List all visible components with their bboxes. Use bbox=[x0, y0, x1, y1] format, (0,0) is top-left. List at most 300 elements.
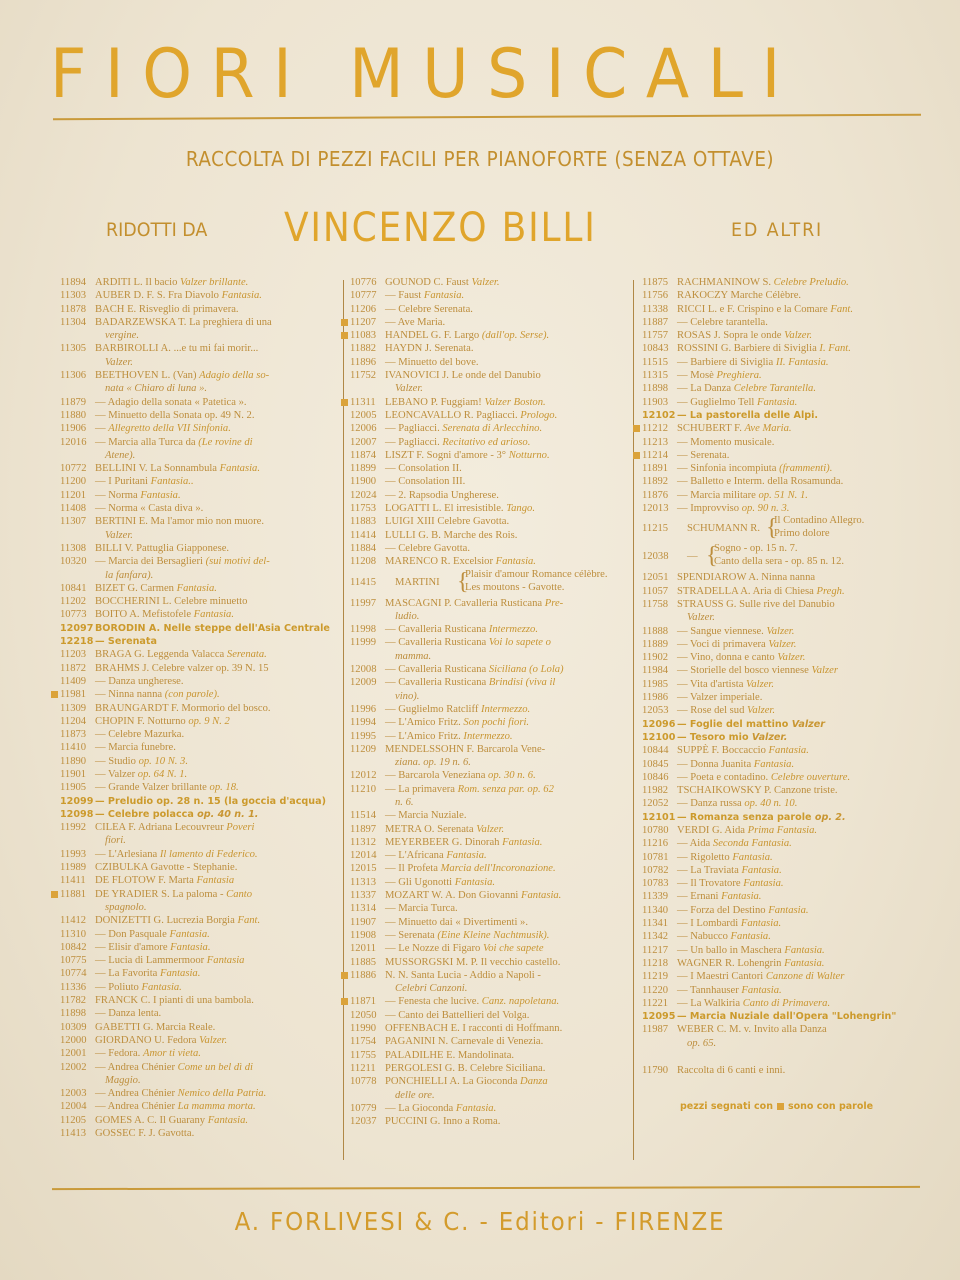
piece-title: — Preludio op. 28 n. 15 (la goccia d'acqua) bbox=[95, 795, 326, 807]
piece-title: — Ave Maria. bbox=[385, 316, 446, 328]
catalog-number: 11883 bbox=[350, 516, 377, 528]
piece-title: BORODIN A. Nelle steppe dell'Asia Centrale bbox=[95, 622, 330, 634]
catalog-number: 11411 bbox=[60, 875, 86, 887]
catalog-number: 11982 bbox=[642, 785, 669, 797]
catalog-entry bbox=[350, 1115, 635, 1128]
piece-title: CZIBULKA Gavotte - Stephanie. bbox=[95, 862, 238, 874]
piece-form: Fantasia. bbox=[784, 944, 825, 956]
catalog-entry bbox=[60, 648, 345, 661]
piece-form: Fantasia. bbox=[521, 890, 562, 902]
subtitle: RACCOLTA DI PEZZI FACILI PER PIANOFORTE (SENZA OTTAVE) bbox=[185, 147, 775, 171]
piece-form: Fantasia bbox=[196, 875, 235, 887]
catalog-entry bbox=[642, 422, 932, 435]
catalog-number: 11339 bbox=[642, 891, 669, 903]
piece-title: — La Favorita bbox=[95, 968, 161, 980]
catalog-entry bbox=[350, 276, 635, 289]
piece-form: Celebre Preludio. bbox=[773, 277, 849, 288]
catalog-entry bbox=[60, 981, 345, 994]
composer-name: SCHUMANN R. bbox=[687, 523, 760, 535]
piece-title: — Cavalleria Rusticana bbox=[385, 624, 489, 636]
piece-title: — Don Pasquale bbox=[95, 928, 170, 940]
piece-title: — Faust bbox=[385, 290, 424, 302]
piece-title: — La Traviata bbox=[677, 864, 742, 876]
lyrics-marker-icon bbox=[777, 1103, 784, 1110]
catalog-number: 11201 bbox=[60, 489, 87, 501]
catalog-entry bbox=[350, 716, 635, 729]
catalog-number: 11753 bbox=[350, 503, 377, 515]
catalog-entry bbox=[60, 316, 345, 343]
catalog-number: 11409 bbox=[60, 675, 87, 687]
piece-title: BRAHMS J. Celebre valzer op. 39 N. 15 bbox=[95, 662, 269, 674]
piece-form: Pre- bbox=[544, 597, 564, 609]
catalog-number: 11903 bbox=[642, 396, 669, 408]
catalog-entry bbox=[60, 675, 345, 688]
piece-form: Adagio della so- bbox=[199, 370, 270, 382]
piece-form: (Le rovine di bbox=[198, 436, 253, 448]
piece-title: — Valzer bbox=[95, 768, 138, 780]
catalog-entry bbox=[642, 625, 932, 638]
catalog-entry bbox=[350, 1075, 635, 1102]
catalog-number: 11908 bbox=[350, 929, 377, 941]
catalog-number: 11415 bbox=[350, 576, 377, 588]
catalog-entry bbox=[642, 1010, 932, 1023]
catalog-entry bbox=[642, 744, 932, 757]
catalog-number: 11202 bbox=[60, 596, 87, 608]
catalog-entry bbox=[60, 1021, 345, 1034]
catalog-entry bbox=[60, 928, 345, 941]
catalog-entry bbox=[350, 515, 635, 528]
catalog-number: 11876 bbox=[642, 489, 669, 501]
piece-title: Sogno - op. 15 n. 7. bbox=[714, 543, 798, 555]
catalog-number: 11303 bbox=[60, 290, 87, 302]
piece-form: Allegretto della VII Sinfonia. bbox=[108, 423, 231, 435]
catalog-entry bbox=[350, 369, 635, 396]
catalog-entry bbox=[350, 663, 635, 676]
catalog-entry bbox=[642, 890, 932, 903]
catalog-number: 12052 bbox=[642, 798, 669, 810]
piece-form: Fantasia. bbox=[141, 981, 182, 993]
catalog-number: 11891 bbox=[642, 463, 669, 475]
piece-title: — Marcia dei Bersaglieri bbox=[95, 556, 206, 568]
piece-form: Intermezzo. bbox=[463, 730, 513, 742]
piece-form: (frammenti). bbox=[779, 463, 833, 475]
catalog-number: 12024 bbox=[350, 489, 377, 501]
catalog-number: 11997 bbox=[350, 597, 377, 609]
piece-title: AUBER D. F. S. Fra Diavolo bbox=[95, 290, 222, 302]
catalog-number: 10844 bbox=[642, 745, 669, 757]
piece-title: OFFENBACH E. I racconti di Hoffmann. bbox=[385, 1023, 563, 1035]
catalog-entry bbox=[350, 969, 635, 996]
piece-form: Valzer bbox=[811, 665, 838, 677]
piece-title: Les moutons - Gavotte. bbox=[465, 581, 565, 593]
piece-title: VERDI G. Aida bbox=[677, 824, 748, 836]
piece-form: Tango. bbox=[506, 503, 535, 515]
piece-title: — Celebre Mazurka. bbox=[95, 729, 185, 741]
piece-title: — Serenata bbox=[385, 929, 438, 941]
piece-title: — Pagliacci. bbox=[385, 436, 443, 448]
catalog-number: 11998 bbox=[350, 624, 377, 636]
catalog-entry bbox=[642, 864, 932, 877]
catalog-entry bbox=[642, 718, 932, 731]
catalog-number: 12102 bbox=[642, 409, 676, 421]
catalog-number: 12050 bbox=[350, 1009, 377, 1021]
piece-title: ROSSINI G. Barbiere di Siviglia bbox=[677, 343, 820, 355]
catalog-entry bbox=[60, 702, 345, 715]
piece-title: — Cavalleria Rusticana bbox=[385, 637, 489, 649]
lyrics-marker-icon bbox=[341, 998, 348, 1005]
lyrics-marker-icon bbox=[341, 319, 348, 326]
catalog-number: 11309 bbox=[60, 702, 87, 714]
piece-title: RICCI L. e F. Crispino e la Comare bbox=[677, 303, 831, 315]
catalog-entry bbox=[60, 369, 345, 396]
piece-title: STRADELLA A. Aria di Chiesa bbox=[677, 585, 817, 597]
catalog-entry bbox=[642, 904, 932, 917]
catalog-entry bbox=[642, 585, 932, 598]
catalog-number: 10781 bbox=[642, 851, 669, 863]
piece-title: — I Puritani bbox=[95, 476, 151, 488]
piece-title: MOZART W. A. Don Giovanni bbox=[385, 890, 522, 902]
piece-form: Fantasia bbox=[206, 955, 245, 967]
catalog-entry bbox=[60, 462, 345, 475]
piece-title: ROSAS J. Sopra le onde bbox=[677, 330, 785, 342]
piece-form: Fantasia.. bbox=[150, 476, 194, 488]
piece-title: — Un ballo in Maschera bbox=[677, 944, 785, 956]
piece-form: op. 2. bbox=[814, 811, 846, 823]
catalog-entry bbox=[642, 462, 932, 475]
catalog-entry bbox=[642, 342, 932, 355]
catalog-entry bbox=[60, 582, 345, 595]
piece-title: LEBANO P. Fuggiam! bbox=[385, 396, 485, 408]
piece-title: — Andrea Chénier bbox=[95, 1061, 178, 1073]
catalog-entry bbox=[60, 954, 345, 967]
catalog-entry bbox=[642, 758, 932, 771]
piece-title: GOMES A. C. Il Guarany bbox=[95, 1114, 208, 1126]
catalog-number: 11207 bbox=[350, 316, 377, 328]
catalog-number: 10841 bbox=[60, 582, 87, 594]
piece-form: Fantasia. bbox=[207, 1114, 249, 1126]
piece-form: Canto di Primavera. bbox=[742, 997, 831, 1009]
piece-form: Son pochi fiori. bbox=[463, 717, 530, 729]
piece-form: (sui motivi del- bbox=[205, 556, 270, 568]
piece-form: Preghiera. bbox=[716, 370, 762, 382]
piece-form: Celebre ouverture. bbox=[770, 771, 851, 783]
catalog-entry bbox=[60, 475, 345, 488]
catalog-entry bbox=[642, 930, 932, 943]
catalog-entry bbox=[350, 836, 635, 849]
piece-title: BARBIROLLI A. ...e tu mi fai morir... bbox=[95, 343, 259, 355]
piece-form: Valzer Boston. bbox=[484, 396, 546, 408]
catalog-number: 11995 bbox=[350, 730, 377, 742]
catalog-number: 10772 bbox=[60, 463, 87, 475]
catalog-number: 12098 bbox=[60, 808, 94, 820]
piece-title: HANDEL G. F. Largo bbox=[385, 330, 482, 342]
piece-title: LUIGI XIII Celebre Gavotta. bbox=[385, 516, 510, 528]
piece-title: — Serenata bbox=[95, 636, 157, 648]
catalog bbox=[0, 276, 960, 1176]
catalog-entry bbox=[60, 874, 345, 887]
page-title: FIORI MUSICALI bbox=[50, 35, 799, 114]
piece-form: op. 40 n. 10. bbox=[744, 798, 798, 810]
catalog-entry bbox=[60, 396, 345, 409]
catalog-entry bbox=[350, 1102, 635, 1115]
piece-title: — Poeta e contadino. bbox=[677, 771, 771, 783]
piece-title: SUPPÈ F. Boccaccio bbox=[677, 745, 769, 757]
catalog-number: 12000 bbox=[60, 1034, 87, 1046]
catalog-number: 12053 bbox=[642, 705, 669, 717]
piece-title: STRAUSS G. Sulle rive del Danubio bbox=[677, 598, 835, 610]
arranger-prefix: RIDOTTI DA bbox=[106, 219, 208, 241]
catalog-number: 11879 bbox=[60, 396, 87, 408]
catalog-entry bbox=[60, 1007, 345, 1020]
piece-form: Prologo. bbox=[520, 409, 558, 421]
catalog-entry bbox=[60, 436, 345, 463]
piece-form: Fantasia. bbox=[455, 1102, 497, 1114]
catalog-entry bbox=[642, 664, 932, 677]
composer-name: — bbox=[687, 551, 698, 563]
piece-form: op. 10 N. 3. bbox=[138, 755, 189, 767]
catalog-number: 10773 bbox=[60, 609, 87, 621]
piece-form: Poveri bbox=[226, 822, 255, 834]
piece-title: BOCCHERINI L. Celebre minuetto bbox=[95, 596, 248, 608]
catalog-entry bbox=[642, 824, 932, 837]
catalog-entry bbox=[60, 515, 345, 542]
piece-title: — Canto dei Battellieri del Volga. bbox=[385, 1009, 530, 1021]
catalog-entry bbox=[60, 409, 345, 422]
catalog-entry bbox=[60, 502, 345, 515]
catalog-entry bbox=[60, 967, 345, 980]
catalog-number: 11890 bbox=[60, 755, 87, 767]
catalog-entry bbox=[350, 555, 635, 568]
catalog-number: 11204 bbox=[60, 715, 87, 727]
piece-form: Fantasia. bbox=[502, 836, 543, 848]
catalog-entry bbox=[60, 821, 345, 848]
lyrics-marker-icon bbox=[51, 691, 58, 698]
lyrics-marker-icon bbox=[633, 452, 640, 459]
piece-title-continued: delle ore. bbox=[395, 1089, 435, 1101]
piece-title: — Celebre Gavotta. bbox=[385, 542, 471, 554]
piece-form: Notturno. bbox=[508, 449, 550, 461]
piece-title: PERGOLESI G. B. Celebre Siciliana. bbox=[385, 1062, 546, 1074]
piece-title: — Lucia di Lammermoor bbox=[95, 955, 207, 967]
piece-title: — Norma « Casta diva ». bbox=[95, 503, 204, 515]
piece-title: — Consolation III. bbox=[385, 476, 466, 488]
piece-title: — I Maestri Cantori bbox=[677, 971, 766, 983]
piece-title: BIZET G. Carmen bbox=[95, 582, 177, 594]
catalog-entry bbox=[350, 436, 635, 449]
piece-title: — Marcia militare bbox=[677, 489, 759, 501]
catalog-entry bbox=[350, 329, 635, 342]
piece-title-continued: op. 65. bbox=[687, 1037, 717, 1049]
catalog-entry bbox=[350, 636, 635, 663]
catalog-number: 12014 bbox=[350, 850, 377, 862]
arranger-name: VINCENZO BILLI bbox=[284, 205, 597, 251]
catalog-number: 11219 bbox=[642, 971, 669, 983]
catalog-number: 11217 bbox=[642, 944, 669, 956]
catalog-entry bbox=[642, 877, 932, 890]
catalog-number: 11341 bbox=[642, 918, 669, 930]
catalog-entry bbox=[60, 768, 345, 781]
catalog-entry bbox=[60, 422, 345, 435]
catalog-entry bbox=[350, 876, 635, 889]
catalog-number: 11989 bbox=[60, 862, 87, 874]
piece-title: — Voci di primavera bbox=[677, 638, 769, 650]
catalog-entry bbox=[642, 638, 932, 651]
piece-title: — La pastorella delle Alpi. bbox=[677, 409, 819, 421]
catalog-number: 11214 bbox=[642, 449, 669, 461]
piece-form: Valzer. bbox=[199, 1034, 228, 1046]
piece-title-continued: Valzer. bbox=[395, 383, 423, 395]
catalog-number: 12100 bbox=[642, 731, 676, 743]
catalog-entry bbox=[642, 475, 932, 488]
piece-title-continued: ludio. bbox=[395, 610, 420, 622]
piece-title: — L'Africana bbox=[385, 850, 447, 862]
catalog-number: 11755 bbox=[350, 1049, 377, 1061]
arranger-line bbox=[0, 205, 960, 251]
catalog-number: 10778 bbox=[350, 1076, 377, 1088]
piece-form: (con parole). bbox=[164, 689, 220, 701]
catalog-entry bbox=[60, 489, 345, 502]
catalog-number: 11898 bbox=[60, 1008, 87, 1020]
catalog-entry bbox=[60, 1100, 345, 1113]
catalog-number: 11752 bbox=[350, 370, 377, 382]
catalog-entry bbox=[60, 861, 345, 874]
catalog-number: 11211 bbox=[350, 1062, 376, 1074]
piece-title-continued: mamma. bbox=[395, 650, 432, 662]
piece-form: Valzer. bbox=[751, 731, 788, 743]
piece-title: BELLINI V. La Sonnambula bbox=[95, 463, 220, 475]
piece-title: — Andrea Chénier bbox=[95, 1088, 178, 1100]
catalog-number: 12051 bbox=[642, 572, 669, 584]
piece-title-continued: fiori. bbox=[105, 835, 126, 847]
piece-title: — Marcia Nuziale. bbox=[385, 810, 467, 822]
piece-form: Fantasia. bbox=[170, 941, 211, 953]
catalog-number: 11310 bbox=[60, 928, 87, 940]
piece-title: BADARZEWSKA T. La preghiera di una bbox=[95, 316, 272, 328]
piece-title: — Minuetto del bove. bbox=[385, 356, 479, 368]
catalog-entry bbox=[350, 783, 635, 810]
piece-title: BRAGA G. Leggenda Valacca bbox=[95, 649, 227, 661]
piece-form: Fantasia. bbox=[730, 931, 771, 943]
piece-title: MENDELSSOHN F. Barcarola Vene- bbox=[385, 743, 546, 755]
catalog-number: 12009 bbox=[350, 677, 377, 689]
piece-title: — Nabucco bbox=[677, 931, 731, 943]
piece-title: — La Walkiria bbox=[677, 997, 743, 1009]
piece-title: HAYDN J. Serenata. bbox=[385, 343, 474, 355]
catalog-number: 11206 bbox=[350, 303, 377, 315]
catalog-number: 11413 bbox=[60, 1128, 87, 1139]
piece-form: Valzer. bbox=[768, 638, 797, 650]
catalog-number: 12006 bbox=[350, 423, 377, 435]
catalog-entry bbox=[60, 276, 345, 289]
catalog-number: 11205 bbox=[60, 1114, 87, 1126]
piece-title: — I Lombardi bbox=[677, 918, 741, 930]
piece-title: — Barcarola Veneziana bbox=[385, 770, 489, 782]
catalog-number: 11875 bbox=[642, 277, 669, 288]
piece-title: BOITO A. Mefistofele bbox=[95, 609, 194, 621]
catalog-number: 11984 bbox=[642, 665, 669, 677]
piece-title: — La Gioconda bbox=[385, 1102, 456, 1114]
piece-title-continued: Valzer. bbox=[105, 529, 133, 541]
catalog-entry bbox=[642, 1023, 932, 1050]
piece-title: — Le Nozze di Figaro bbox=[385, 943, 483, 955]
publisher-footer: A. FORLIVESI & C. - Editori - FIRENZE bbox=[234, 1207, 726, 1236]
piece-title: — Donna Juanita bbox=[677, 758, 754, 770]
piece-title: BERTINI E. Ma l'amor mio non muore. bbox=[95, 516, 264, 528]
catalog-number: 12218 bbox=[60, 636, 94, 648]
piece-title: — Romanza senza parole bbox=[677, 811, 815, 823]
piece-title: — Marcia Turca. bbox=[385, 903, 458, 915]
catalog-number: 11756 bbox=[642, 290, 669, 302]
catalog-entry bbox=[642, 997, 932, 1010]
catalog-number: 11992 bbox=[60, 822, 87, 834]
piece-form: Seconda Fantasia. bbox=[712, 838, 792, 850]
catalog-number: 11782 bbox=[60, 995, 87, 1007]
catalog-entry-grouped bbox=[642, 515, 932, 543]
piece-form: Valzer. bbox=[746, 678, 775, 690]
catalog-entry bbox=[60, 1061, 345, 1088]
catalog-number: 11871 bbox=[350, 996, 377, 1008]
piece-title: — Poliuto bbox=[95, 981, 142, 993]
catalog-number: 12011 bbox=[350, 943, 377, 955]
piece-form: (Eine Kleine Nachtmusik). bbox=[437, 929, 550, 941]
catalog-entry bbox=[642, 797, 932, 810]
catalog-entry bbox=[642, 409, 932, 422]
arranger-suffix: ED ALTRI bbox=[731, 219, 824, 241]
catalog-entry bbox=[642, 329, 932, 342]
piece-title: — Aida bbox=[677, 838, 713, 850]
piece-title: — Celebre tarantella. bbox=[677, 316, 768, 328]
catalog-entry bbox=[60, 1087, 345, 1100]
piece-title: — Minuetto della Sonata op. 49 N. 2. bbox=[95, 409, 255, 421]
catalog-number: 10776 bbox=[350, 277, 377, 288]
piece-title: METRA O. Serenata bbox=[385, 823, 477, 835]
catalog-entry bbox=[350, 289, 635, 302]
catalog-number: 12012 bbox=[350, 770, 377, 782]
catalog-number: 12038 bbox=[642, 551, 669, 563]
catalog-number: 12013 bbox=[642, 503, 669, 515]
piece-title: BEETHOVEN L. (Van) bbox=[95, 370, 200, 382]
piece-title: WAGNER R. Lohengrin bbox=[677, 957, 785, 969]
piece-form: op. 30 n. 6. bbox=[488, 770, 536, 782]
piece-title: — Rose del sud bbox=[677, 705, 748, 717]
piece-title-continued: ziana. op. 19 n. 6. bbox=[395, 757, 471, 769]
piece-title-continued: nata « Chiaro di luna ». bbox=[105, 383, 208, 395]
piece-title: DONIZETTI G. Lucrezia Borgia bbox=[95, 915, 238, 927]
piece-title: — L'Amico Fritz. bbox=[385, 717, 464, 729]
piece-form: Amor ti vieta. bbox=[142, 1048, 201, 1060]
piece-title: Raccolta di 6 canti e inni. bbox=[677, 1065, 786, 1077]
piece-title: — Forza del Destino bbox=[677, 904, 769, 916]
catalog-number: 11208 bbox=[350, 556, 377, 568]
catalog-number: 10783 bbox=[642, 878, 669, 890]
catalog-number: 11878 bbox=[60, 303, 87, 315]
catalog-number: 11083 bbox=[350, 330, 377, 342]
catalog-entry bbox=[350, 942, 635, 955]
piece-form: Fantasia. bbox=[446, 850, 487, 862]
catalog-entry bbox=[350, 676, 635, 703]
catalog-number: 11221 bbox=[642, 997, 669, 1009]
catalog-entry bbox=[60, 781, 345, 794]
catalog-number: 11905 bbox=[60, 782, 87, 794]
piece-title: LEONCAVALLO R. Pagliacci. bbox=[385, 409, 521, 421]
catalog-entry bbox=[350, 396, 635, 409]
piece-form: Marcia dell'Incoronazione. bbox=[440, 863, 556, 875]
catalog-entry bbox=[60, 289, 345, 302]
piece-form: Valzer. bbox=[784, 330, 813, 342]
catalog-entry bbox=[642, 651, 932, 664]
catalog-entry bbox=[350, 1009, 635, 1022]
catalog-entry bbox=[60, 808, 345, 821]
